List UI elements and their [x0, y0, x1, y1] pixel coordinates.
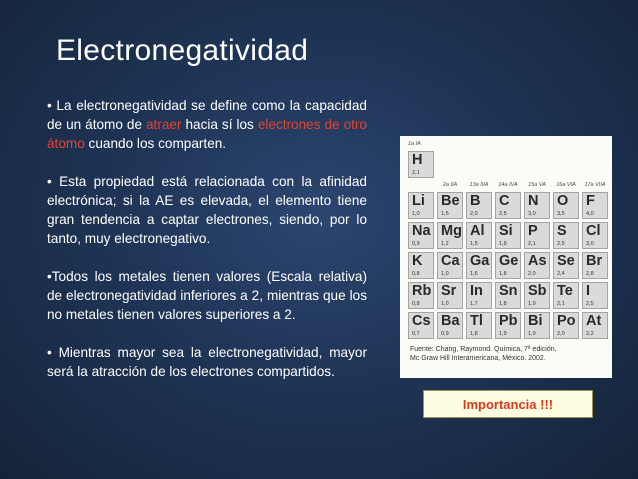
electronegativity-value: 2,1	[528, 241, 536, 247]
empty-cell	[495, 151, 521, 178]
bullet-paragraph	[47, 96, 367, 153]
slide-body	[47, 96, 367, 400]
electronegativity-value: 1,8	[470, 331, 478, 337]
element-cell	[466, 192, 492, 219]
element-cell	[495, 252, 521, 279]
element-cell	[437, 312, 463, 339]
element-cell	[437, 252, 463, 279]
electronegativity-value: 1,5	[441, 211, 449, 217]
electronegativity-value: 1,5	[470, 241, 478, 247]
element-symbol: K	[412, 253, 423, 269]
electronegativity-value: 2,8	[586, 271, 594, 277]
electronegativity-value: 0,9	[441, 331, 449, 337]
element-symbol: Ga	[470, 253, 490, 269]
electronegativity-value: 3,0	[528, 211, 536, 217]
bullet-paragraph	[47, 267, 367, 324]
element-cell	[408, 151, 434, 178]
element-cell	[524, 312, 550, 339]
spacer	[408, 181, 434, 189]
element-symbol: Po	[557, 313, 576, 329]
electronegativity-value: 4,0	[586, 211, 594, 217]
slide-title: Electronegatividad	[56, 34, 309, 67]
electronegativity-value: 2,5	[557, 241, 565, 247]
electronegativity-value: 1,0	[441, 301, 449, 307]
element-cell	[466, 222, 492, 249]
spacer	[495, 140, 521, 148]
periodic-table-grid	[408, 140, 608, 339]
element-symbol: Bi	[528, 313, 543, 329]
element-symbol: Be	[441, 193, 460, 209]
paragraph-text: hacia sí los	[181, 117, 258, 132]
bullet-paragraph	[47, 172, 367, 248]
element-symbol: As	[528, 253, 547, 269]
paragraph-text: cuando los comparten.	[84, 136, 227, 151]
highlighted-text: atraer	[146, 117, 182, 132]
element-cell	[524, 222, 550, 249]
element-cell	[437, 222, 463, 249]
electronegativity-value: 2,2	[586, 331, 594, 337]
element-symbol: Rb	[412, 283, 432, 299]
electronegativity-value: 1,0	[412, 211, 420, 217]
electronegativity-table	[400, 136, 612, 378]
element-symbol: Se	[557, 253, 575, 269]
electronegativity-value: 1,9	[499, 331, 507, 337]
element-symbol: Al	[470, 223, 485, 239]
element-cell	[408, 192, 434, 219]
element-symbol: P	[528, 223, 538, 239]
element-cell	[466, 282, 492, 309]
empty-cell	[466, 151, 492, 178]
element-symbol: B	[470, 193, 481, 209]
element-cell	[408, 282, 434, 309]
group-header: 13a IIIA	[469, 182, 489, 188]
electronegativity-value: 1,8	[499, 271, 507, 277]
element-cell	[495, 282, 521, 309]
spacer	[437, 140, 463, 148]
element-cell	[553, 282, 579, 309]
element-cell	[437, 282, 463, 309]
element-symbol: Br	[586, 253, 603, 269]
element-symbol: In	[470, 283, 483, 299]
group-header: 1a IA	[408, 141, 421, 147]
element-cell	[553, 222, 579, 249]
element-cell	[495, 312, 521, 339]
element-symbol: O	[557, 193, 569, 209]
electronegativity-value: 1,8	[499, 301, 507, 307]
element-cell	[466, 312, 492, 339]
element-symbol: Ge	[499, 253, 519, 269]
empty-cell	[582, 151, 608, 178]
element-symbol: Na	[412, 223, 431, 239]
element-cell	[408, 222, 434, 249]
element-cell	[408, 312, 434, 339]
element-symbol: Li	[412, 193, 425, 209]
element-cell	[495, 222, 521, 249]
element-symbol: H	[412, 152, 423, 168]
empty-cell	[553, 151, 579, 178]
element-symbol: Si	[499, 223, 513, 239]
electronegativity-value: 0,7	[412, 331, 420, 337]
spacer	[553, 140, 579, 148]
group-header: 16a VIA	[556, 182, 576, 188]
electronegativity-value: 1,9	[528, 331, 536, 337]
empty-cell	[524, 151, 550, 178]
electronegativity-value: 2,0	[528, 271, 536, 277]
element-symbol: C	[499, 193, 510, 209]
element-symbol: Mg	[441, 223, 462, 239]
electronegativity-value: 1,2	[441, 241, 449, 247]
spacer	[582, 140, 608, 148]
element-symbol: Ba	[441, 313, 460, 329]
electronegativity-value: 2,0	[470, 211, 478, 217]
element-symbol: Cs	[412, 313, 431, 329]
element-symbol: Te	[557, 283, 573, 299]
element-symbol: Pb	[499, 313, 518, 329]
paragraph-text: • Mientras mayor sea la electronegatividad, mayor será la atracción de los electrones compartidos.	[47, 345, 367, 379]
spacer	[524, 140, 550, 148]
electronegativity-value: 1,9	[528, 301, 536, 307]
electronegativity-value: 0,8	[412, 271, 420, 277]
element-symbol: Ca	[441, 253, 460, 269]
group-header: 14a IVA	[498, 182, 518, 188]
source-line-2: Mc Graw Hill Interamericana, México. 2002.	[410, 355, 546, 362]
element-cell	[582, 192, 608, 219]
highlighted-text: electrones de otro átomo	[47, 117, 367, 151]
electronegativity-value: 2,5	[499, 211, 507, 217]
importancia-button[interactable]: Importancia !!!	[423, 390, 593, 418]
element-cell	[553, 252, 579, 279]
bullet-paragraph	[47, 343, 367, 381]
paragraph-text: • La electronegatividad se define como la capacidad de un átomo de	[47, 98, 367, 132]
element-symbol: Sn	[499, 283, 518, 299]
element-cell	[408, 252, 434, 279]
paragraph-text: • Esta propiedad está relacionada con la afinidad electrónica; si la AE es elevada, el elemento tiene gran tendencia a captar electrones, siendo, por lo tanto, muy electronegativo.	[47, 174, 367, 246]
element-symbol: Sr	[441, 283, 457, 299]
element-symbol: N	[528, 193, 539, 209]
electronegativity-value: 2,0	[557, 331, 565, 337]
group-header: 15a VA	[528, 182, 546, 188]
element-cell	[466, 252, 492, 279]
element-symbol: S	[557, 223, 567, 239]
element-cell	[582, 252, 608, 279]
element-cell	[437, 192, 463, 219]
electronegativity-value: 0,9	[412, 241, 420, 247]
element-cell	[582, 312, 608, 339]
element-symbol: At	[586, 313, 602, 329]
empty-cell	[437, 151, 463, 178]
electronegativity-value: 2,4	[557, 271, 565, 277]
electronegativity-value: 1,8	[499, 241, 507, 247]
element-cell	[582, 222, 608, 249]
element-cell	[524, 192, 550, 219]
electronegativity-value: 1,7	[470, 301, 478, 307]
element-symbol: I	[586, 283, 591, 299]
element-symbol: Cl	[586, 223, 601, 239]
electronegativity-value: 0,8	[412, 301, 420, 307]
element-cell	[582, 282, 608, 309]
group-header: 2a IIA	[442, 182, 458, 188]
element-cell	[553, 312, 579, 339]
spacer	[466, 140, 492, 148]
element-cell	[524, 282, 550, 309]
element-cell	[553, 192, 579, 219]
electronegativity-value: 3,0	[586, 241, 594, 247]
element-symbol: F	[586, 193, 595, 209]
group-header: 17a VIIA	[584, 182, 606, 188]
element-symbol: Tl	[470, 313, 483, 329]
element-cell	[495, 192, 521, 219]
electronegativity-value: 3,5	[557, 211, 565, 217]
electronegativity-value: 2,1	[412, 170, 420, 176]
electronegativity-value: 1,6	[470, 271, 478, 277]
element-symbol: Sb	[528, 283, 547, 299]
electronegativity-value: 2,5	[586, 301, 594, 307]
table-source	[410, 345, 608, 363]
electronegativity-value: 2,1	[557, 301, 565, 307]
source-line-1: Fuente: Chang, Raymond. Química, 7ª edición,	[410, 346, 557, 353]
paragraph-text: •Todos los metales tienen valores (Escala relativa) de electronegatividad inferiores a 2, mientras que los no metales tienen valores superiores a 2.	[47, 269, 367, 322]
electronegativity-value: 1,0	[441, 271, 449, 277]
element-cell	[524, 252, 550, 279]
